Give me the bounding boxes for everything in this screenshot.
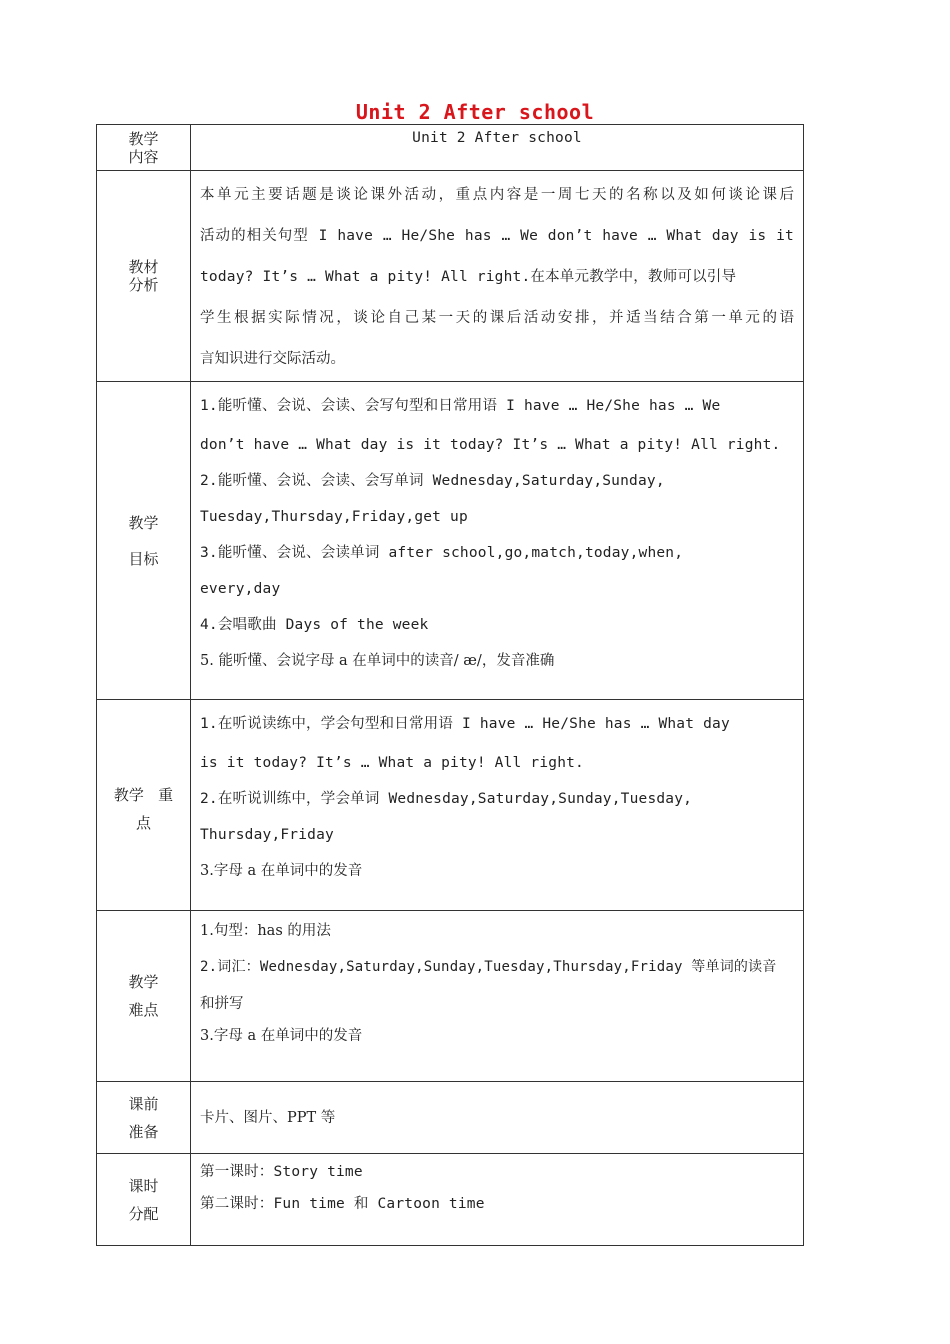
preparation-text: 卡片、图片、PPT 等 (200, 1109, 336, 1126)
difficulties-cell (191, 911, 804, 1082)
difficulty-line: 2.词汇：Wednesday,Saturday,Sunday,Tuesday,Thursday,Friday 等单词的读音 (200, 959, 777, 975)
document-title: Unit 2 After school (355, 100, 595, 124)
row-schedule (97, 1154, 804, 1246)
schedule-line: 第二课时：Fun time 和 Cartoon time (200, 1196, 485, 1212)
goal-line: 5. 能听懂、会说字母 a 在单词中的读音/ æ/，发音准确 (200, 653, 555, 669)
label-material-analysis: 教材 分析 (97, 171, 191, 382)
analysis-line: 学生根据实际情况，谈论自己某一天的课后活动安排，并适当结合第一单元的语 (200, 310, 794, 326)
label-preparation: 课前 准备 (97, 1082, 191, 1154)
goal-line: 3.能听懂、会说、会读单词 after school,go,match,today,when, (200, 545, 684, 561)
analysis-line: 言知识进行交际活动。 (200, 351, 345, 367)
row-key-points (97, 700, 804, 911)
analysis-line: 活动的相关句型 I have … He/She has … We don’t have … What day is it (200, 228, 794, 244)
schedule-cell (191, 1154, 804, 1246)
goal-line: Tuesday,Thursday,Friday,get up (200, 509, 468, 525)
label-teaching-goals: 教学 目标 (97, 382, 191, 700)
row-preparation (97, 1082, 804, 1154)
label-teaching-content: 教学 内容 (97, 125, 191, 171)
lesson-plan-table (96, 124, 804, 1246)
teaching-content-text: Unit 2 After school (412, 130, 582, 146)
key-point-line: is it today? It’s … What a pity! All right. (200, 755, 584, 771)
teaching-goals-cell (191, 382, 804, 700)
goal-line: 4.会唱歌曲 Days of the week (200, 617, 429, 633)
difficulty-line: 3.字母 a 在单词中的发音 (200, 1028, 363, 1044)
teaching-content-cell (191, 125, 804, 171)
analysis-line: 本单元主要话题是谈论课外活动，重点内容是一周七天的名称以及如何谈论课后 (200, 187, 794, 203)
key-points-cell (191, 700, 804, 911)
goal-line: 2.能听懂、会说、会读、会写单词 Wednesday,Saturday,Sunday, (200, 473, 665, 489)
preparation-cell (191, 1082, 804, 1154)
difficulty-line: 1.句型：has 的用法 (200, 923, 331, 939)
key-point-line: 2.在听说训练中，学会单词 Wednesday,Saturday,Sunday,Tuesday, (200, 791, 693, 807)
key-point-line: 1.在听说读练中，学会句型和日常用语 I have … He/She has … What day (200, 716, 730, 732)
label-difficulties: 教学 难点 (97, 911, 191, 1082)
goal-line: 1.能听懂、会说、会读、会写句型和日常用语 I have … He/She has … We (200, 398, 721, 414)
schedule-line: 第一课时：Story time (200, 1164, 363, 1180)
row-teaching-goals (97, 382, 804, 700)
key-point-line: 3.字母 a 在单词中的发音 (200, 863, 363, 879)
row-difficulties (97, 911, 804, 1082)
analysis-line: today? It’s … What a pity! All right.在本单元教学中，教师可以引导 (200, 269, 737, 285)
row-material-analysis (97, 171, 804, 382)
label-key-points: 教学 重 点 (97, 700, 191, 911)
material-analysis-cell (191, 171, 804, 382)
key-point-line: Thursday,Friday (200, 827, 334, 843)
row-teaching-content (97, 125, 804, 171)
goal-line: every,day (200, 581, 281, 597)
label-schedule: 课时 分配 (97, 1154, 191, 1246)
difficulty-line: 和拼写 (200, 996, 244, 1012)
goal-line: don’t have … What day is it today? It’s … What a pity! All right. (200, 437, 781, 453)
